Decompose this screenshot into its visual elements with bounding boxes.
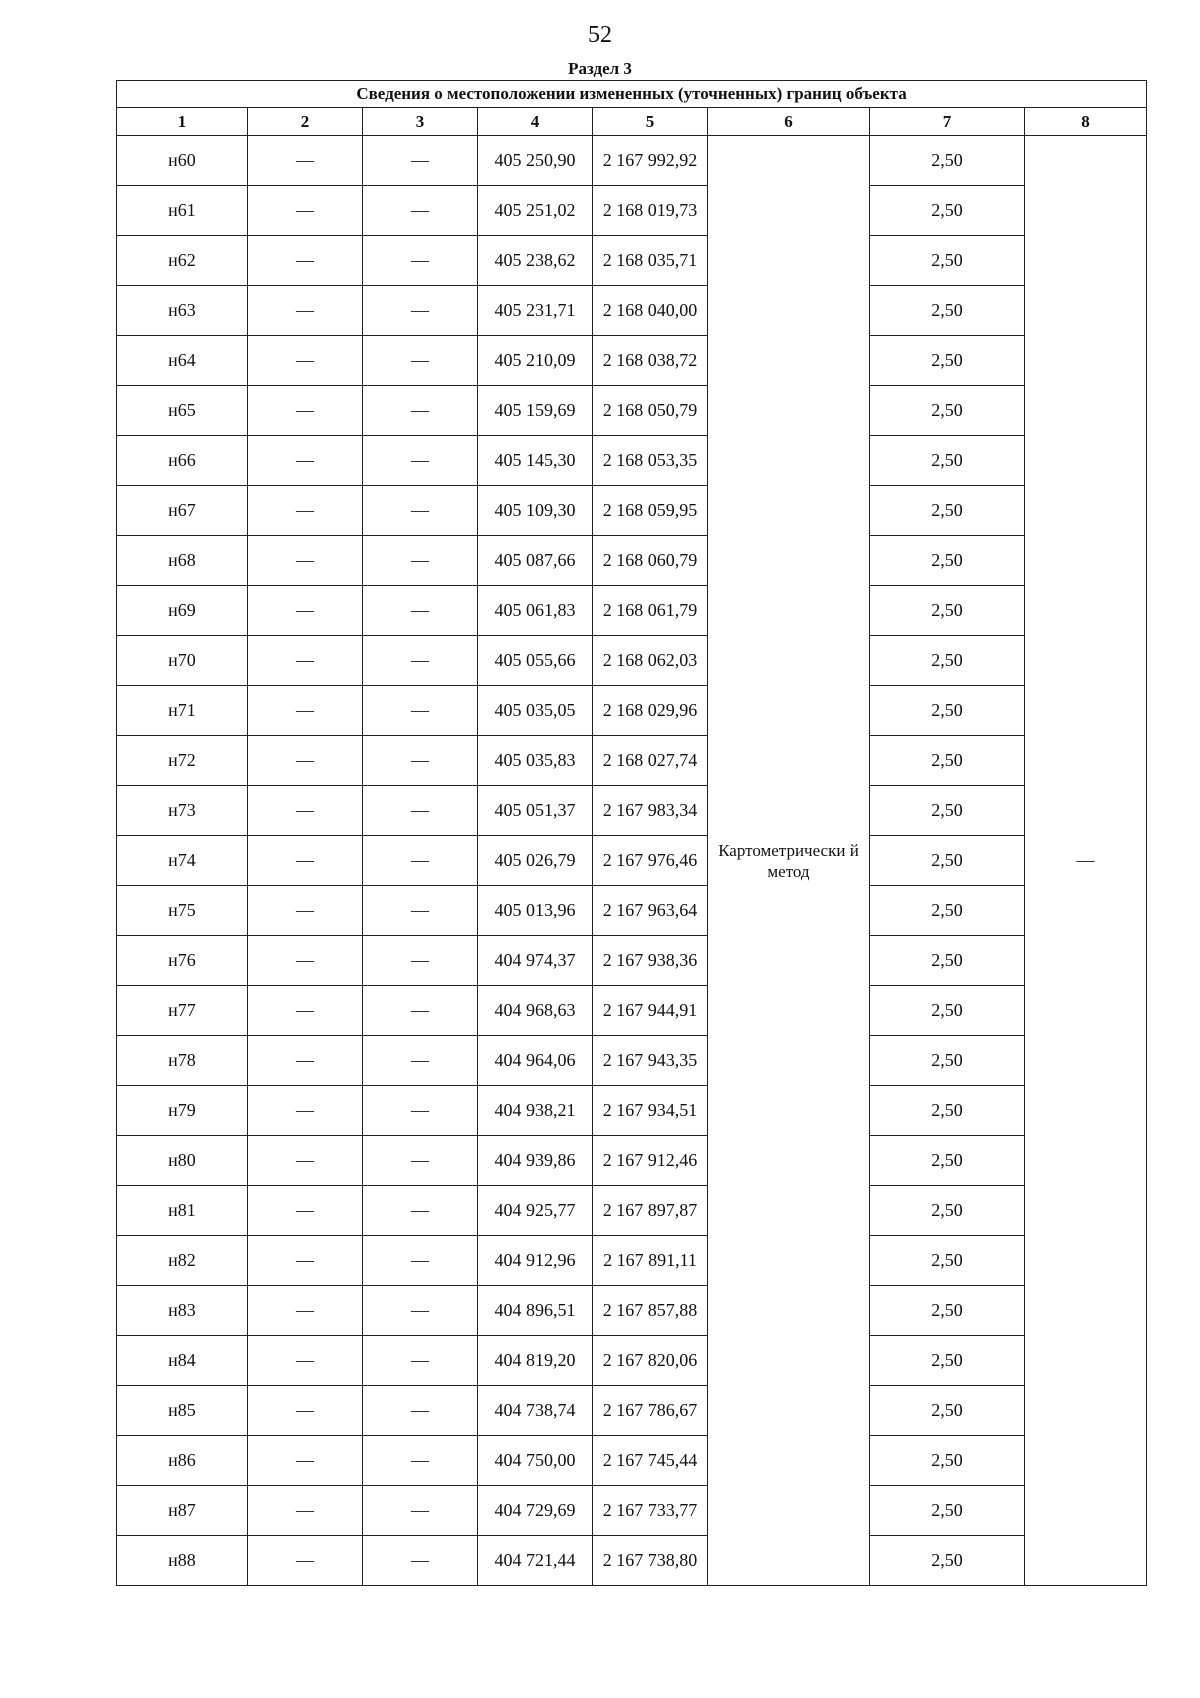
- accuracy-cell: 2,50: [870, 136, 1025, 186]
- x-coordinate-cell: 405 061,83: [478, 586, 593, 636]
- table-row: [117, 286, 1147, 336]
- column3-cell: —: [363, 186, 478, 236]
- point-cell: н64: [117, 336, 248, 386]
- point-cell: н78: [117, 1036, 248, 1086]
- x-coordinate-cell: 404 896,51: [478, 1286, 593, 1336]
- x-coordinate-cell: 404 939,86: [478, 1136, 593, 1186]
- column2-cell: —: [248, 1336, 363, 1386]
- y-coordinate-cell: 2 167 992,92: [593, 136, 708, 186]
- column3-cell: —: [363, 786, 478, 836]
- column2-cell: —: [248, 1186, 363, 1236]
- column2-cell: —: [248, 436, 363, 486]
- table-row: [117, 1386, 1147, 1436]
- x-coordinate-cell: 405 051,37: [478, 786, 593, 836]
- y-coordinate-cell: 2 167 963,64: [593, 886, 708, 936]
- x-coordinate-cell: 405 013,96: [478, 886, 593, 936]
- y-coordinate-cell: 2 167 786,67: [593, 1386, 708, 1436]
- accuracy-cell: 2,50: [870, 1386, 1025, 1436]
- x-coordinate-cell: 404 925,77: [478, 1186, 593, 1236]
- point-cell: н72: [117, 736, 248, 786]
- y-coordinate-cell: 2 167 738,80: [593, 1536, 708, 1586]
- y-coordinate-cell: 2 168 019,73: [593, 186, 708, 236]
- point-cell: н82: [117, 1236, 248, 1286]
- x-coordinate-cell: 405 231,71: [478, 286, 593, 336]
- y-coordinate-cell: 2 168 038,72: [593, 336, 708, 386]
- column3-cell: —: [363, 486, 478, 536]
- y-coordinate-cell: 2 167 857,88: [593, 1286, 708, 1336]
- table-row: [117, 836, 1147, 886]
- y-coordinate-cell: 2 167 745,44: [593, 1436, 708, 1486]
- accuracy-cell: 2,50: [870, 836, 1025, 886]
- x-coordinate-cell: 404 912,96: [478, 1236, 593, 1286]
- column3-cell: —: [363, 1386, 478, 1436]
- column2-cell: —: [248, 1486, 363, 1536]
- accuracy-cell: 2,50: [870, 286, 1025, 336]
- column3-cell: —: [363, 436, 478, 486]
- y-coordinate-cell: 2 167 944,91: [593, 986, 708, 1036]
- table-row: [117, 1136, 1147, 1186]
- column2-cell: —: [248, 1086, 363, 1136]
- column3-cell: —: [363, 1236, 478, 1286]
- column2-cell: —: [248, 336, 363, 386]
- y-coordinate-cell: 2 168 027,74: [593, 736, 708, 786]
- x-coordinate-cell: 405 087,66: [478, 536, 593, 586]
- point-cell: н76: [117, 936, 248, 986]
- column2-cell: —: [248, 386, 363, 436]
- column3-cell: —: [363, 1486, 478, 1536]
- table-row: [117, 536, 1147, 586]
- column3-cell: —: [363, 136, 478, 186]
- accuracy-cell: 2,50: [870, 1036, 1025, 1086]
- column-number: 8: [1025, 108, 1147, 136]
- point-cell: н80: [117, 1136, 248, 1186]
- table-row: [117, 236, 1147, 286]
- column2-cell: —: [248, 1136, 363, 1186]
- column2-cell: —: [248, 686, 363, 736]
- table-row: [117, 1236, 1147, 1286]
- table-row: [117, 1486, 1147, 1536]
- point-cell: н63: [117, 286, 248, 336]
- y-coordinate-cell: 2 167 934,51: [593, 1086, 708, 1136]
- table-row: [117, 386, 1147, 436]
- accuracy-cell: 2,50: [870, 986, 1025, 1036]
- table-title: Сведения о местоположении измененных (уточненных) границ объекта: [117, 81, 1147, 108]
- y-coordinate-cell: 2 168 050,79: [593, 386, 708, 436]
- column2-cell: —: [248, 136, 363, 186]
- x-coordinate-cell: 404 729,69: [478, 1486, 593, 1536]
- table-row: [117, 136, 1147, 186]
- point-cell: н79: [117, 1086, 248, 1136]
- y-coordinate-cell: 2 168 053,35: [593, 436, 708, 486]
- y-coordinate-cell: 2 167 912,46: [593, 1136, 708, 1186]
- table-row: [117, 786, 1147, 836]
- column2-cell: —: [248, 1436, 363, 1486]
- y-coordinate-cell: 2 168 061,79: [593, 586, 708, 636]
- column8-cell: —: [1025, 136, 1147, 1586]
- point-cell: н65: [117, 386, 248, 436]
- column3-cell: —: [363, 236, 478, 286]
- x-coordinate-cell: 404 819,20: [478, 1336, 593, 1386]
- y-coordinate-cell: 2 168 035,71: [593, 236, 708, 286]
- table-row: [117, 1436, 1147, 1486]
- accuracy-cell: 2,50: [870, 786, 1025, 836]
- column-number: 2: [248, 108, 363, 136]
- table-row: [117, 186, 1147, 236]
- x-coordinate-cell: 404 721,44: [478, 1536, 593, 1586]
- accuracy-cell: 2,50: [870, 336, 1025, 386]
- point-cell: н73: [117, 786, 248, 836]
- page-number: 52: [588, 22, 612, 48]
- table-row: [117, 1286, 1147, 1336]
- column3-cell: —: [363, 886, 478, 936]
- column2-cell: —: [248, 1286, 363, 1336]
- column2-cell: —: [248, 886, 363, 936]
- y-coordinate-cell: 2 167 983,34: [593, 786, 708, 836]
- column3-cell: —: [363, 1086, 478, 1136]
- column3-cell: —: [363, 686, 478, 736]
- point-cell: н68: [117, 536, 248, 586]
- column2-cell: —: [248, 736, 363, 786]
- accuracy-cell: 2,50: [870, 1436, 1025, 1486]
- accuracy-cell: 2,50: [870, 1536, 1025, 1586]
- column2-cell: —: [248, 936, 363, 986]
- y-coordinate-cell: 2 167 733,77: [593, 1486, 708, 1536]
- column-number: 1: [117, 108, 248, 136]
- table-row: [117, 1036, 1147, 1086]
- point-cell: н60: [117, 136, 248, 186]
- table-row: [117, 1086, 1147, 1136]
- x-coordinate-cell: 404 750,00: [478, 1436, 593, 1486]
- column3-cell: —: [363, 1036, 478, 1086]
- accuracy-cell: 2,50: [870, 436, 1025, 486]
- y-coordinate-cell: 2 168 060,79: [593, 536, 708, 586]
- x-coordinate-cell: 404 938,21: [478, 1086, 593, 1136]
- accuracy-cell: 2,50: [870, 386, 1025, 436]
- table-row: [117, 1186, 1147, 1236]
- x-coordinate-cell: 405 250,90: [478, 136, 593, 186]
- accuracy-cell: 2,50: [870, 1486, 1025, 1536]
- y-coordinate-cell: 2 167 891,11: [593, 1236, 708, 1286]
- point-cell: н61: [117, 186, 248, 236]
- point-cell: н75: [117, 886, 248, 936]
- accuracy-cell: 2,50: [870, 1186, 1025, 1236]
- y-coordinate-cell: 2 168 040,00: [593, 286, 708, 336]
- point-cell: н70: [117, 636, 248, 686]
- x-coordinate-cell: 405 238,62: [478, 236, 593, 286]
- x-coordinate-cell: 404 968,63: [478, 986, 593, 1036]
- point-cell: н88: [117, 1536, 248, 1586]
- table-row: [117, 336, 1147, 386]
- column2-cell: —: [248, 636, 363, 686]
- table-row: [117, 936, 1147, 986]
- point-cell: н86: [117, 1436, 248, 1486]
- column2-cell: —: [248, 1536, 363, 1586]
- point-cell: н74: [117, 836, 248, 886]
- table-row: [117, 1536, 1147, 1586]
- x-coordinate-cell: 405 055,66: [478, 636, 593, 686]
- column2-cell: —: [248, 186, 363, 236]
- column3-cell: —: [363, 1436, 478, 1486]
- column-number: 5: [593, 108, 708, 136]
- accuracy-cell: 2,50: [870, 1336, 1025, 1386]
- column3-cell: —: [363, 636, 478, 686]
- x-coordinate-cell: 405 210,09: [478, 336, 593, 386]
- y-coordinate-cell: 2 168 062,03: [593, 636, 708, 686]
- column3-cell: —: [363, 1186, 478, 1236]
- y-coordinate-cell: 2 167 943,35: [593, 1036, 708, 1086]
- table-row: [117, 1336, 1147, 1386]
- point-cell: н83: [117, 1286, 248, 1336]
- table-row: [117, 686, 1147, 736]
- x-coordinate-cell: 404 738,74: [478, 1386, 593, 1436]
- accuracy-cell: 2,50: [870, 236, 1025, 286]
- x-coordinate-cell: 405 035,05: [478, 686, 593, 736]
- y-coordinate-cell: 2 167 897,87: [593, 1186, 708, 1236]
- column3-cell: —: [363, 986, 478, 1036]
- x-coordinate-cell: 405 159,69: [478, 386, 593, 436]
- x-coordinate-cell: 405 026,79: [478, 836, 593, 886]
- column2-cell: —: [248, 836, 363, 886]
- x-coordinate-cell: 405 035,83: [478, 736, 593, 786]
- column-number: 3: [363, 108, 478, 136]
- table-row: [117, 736, 1147, 786]
- accuracy-cell: 2,50: [870, 186, 1025, 236]
- accuracy-cell: 2,50: [870, 936, 1025, 986]
- point-cell: н84: [117, 1336, 248, 1386]
- column2-cell: —: [248, 986, 363, 1036]
- x-coordinate-cell: 404 964,06: [478, 1036, 593, 1086]
- accuracy-cell: 2,50: [870, 536, 1025, 586]
- column2-cell: —: [248, 1236, 363, 1286]
- table-row: [117, 586, 1147, 636]
- y-coordinate-cell: 2 167 938,36: [593, 936, 708, 986]
- x-coordinate-cell: 405 251,02: [478, 186, 593, 236]
- column3-cell: —: [363, 1536, 478, 1586]
- y-coordinate-cell: 2 168 059,95: [593, 486, 708, 536]
- boundary-coordinates-table: [116, 80, 1147, 1586]
- column2-cell: —: [248, 1386, 363, 1436]
- column2-cell: —: [248, 1036, 363, 1086]
- table-row: [117, 886, 1147, 936]
- point-cell: н67: [117, 486, 248, 536]
- point-cell: н81: [117, 1186, 248, 1236]
- point-cell: н71: [117, 686, 248, 736]
- column-number: 4: [478, 108, 593, 136]
- point-cell: н77: [117, 986, 248, 1036]
- column2-cell: —: [248, 486, 363, 536]
- column3-cell: —: [363, 1336, 478, 1386]
- accuracy-cell: 2,50: [870, 636, 1025, 686]
- column3-cell: —: [363, 1136, 478, 1186]
- point-cell: н62: [117, 236, 248, 286]
- accuracy-cell: 2,50: [870, 1236, 1025, 1286]
- accuracy-cell: 2,50: [870, 886, 1025, 936]
- y-coordinate-cell: 2 168 029,96: [593, 686, 708, 736]
- column3-cell: —: [363, 836, 478, 886]
- column3-cell: —: [363, 936, 478, 986]
- accuracy-cell: 2,50: [870, 736, 1025, 786]
- accuracy-cell: 2,50: [870, 586, 1025, 636]
- table-row: [117, 636, 1147, 686]
- column-number: 6: [708, 108, 870, 136]
- column2-cell: —: [248, 236, 363, 286]
- point-cell: н66: [117, 436, 248, 486]
- column3-cell: —: [363, 1286, 478, 1336]
- method-cell: Картометрически й метод: [708, 136, 870, 1586]
- column-number-row: [117, 108, 1147, 136]
- column2-cell: —: [248, 786, 363, 836]
- column2-cell: —: [248, 286, 363, 336]
- section-title: Раздел 3: [568, 59, 632, 78]
- table-row: [117, 986, 1147, 1036]
- column2-cell: —: [248, 586, 363, 636]
- table-row: [117, 436, 1147, 486]
- y-coordinate-cell: 2 167 976,46: [593, 836, 708, 886]
- point-cell: н85: [117, 1386, 248, 1436]
- point-cell: н69: [117, 586, 248, 636]
- x-coordinate-cell: 405 145,30: [478, 436, 593, 486]
- column2-cell: —: [248, 536, 363, 586]
- accuracy-cell: 2,50: [870, 486, 1025, 536]
- column3-cell: —: [363, 586, 478, 636]
- table-body: [117, 136, 1147, 1586]
- y-coordinate-cell: 2 167 820,06: [593, 1336, 708, 1386]
- x-coordinate-cell: 405 109,30: [478, 486, 593, 536]
- column3-cell: —: [363, 336, 478, 386]
- accuracy-cell: 2,50: [870, 1086, 1025, 1136]
- column3-cell: —: [363, 286, 478, 336]
- accuracy-cell: 2,50: [870, 1136, 1025, 1186]
- accuracy-cell: 2,50: [870, 1286, 1025, 1336]
- column3-cell: —: [363, 386, 478, 436]
- column3-cell: —: [363, 736, 478, 786]
- table-row: [117, 486, 1147, 536]
- column-number: 7: [870, 108, 1025, 136]
- point-cell: н87: [117, 1486, 248, 1536]
- column3-cell: —: [363, 536, 478, 586]
- x-coordinate-cell: 404 974,37: [478, 936, 593, 986]
- accuracy-cell: 2,50: [870, 686, 1025, 736]
